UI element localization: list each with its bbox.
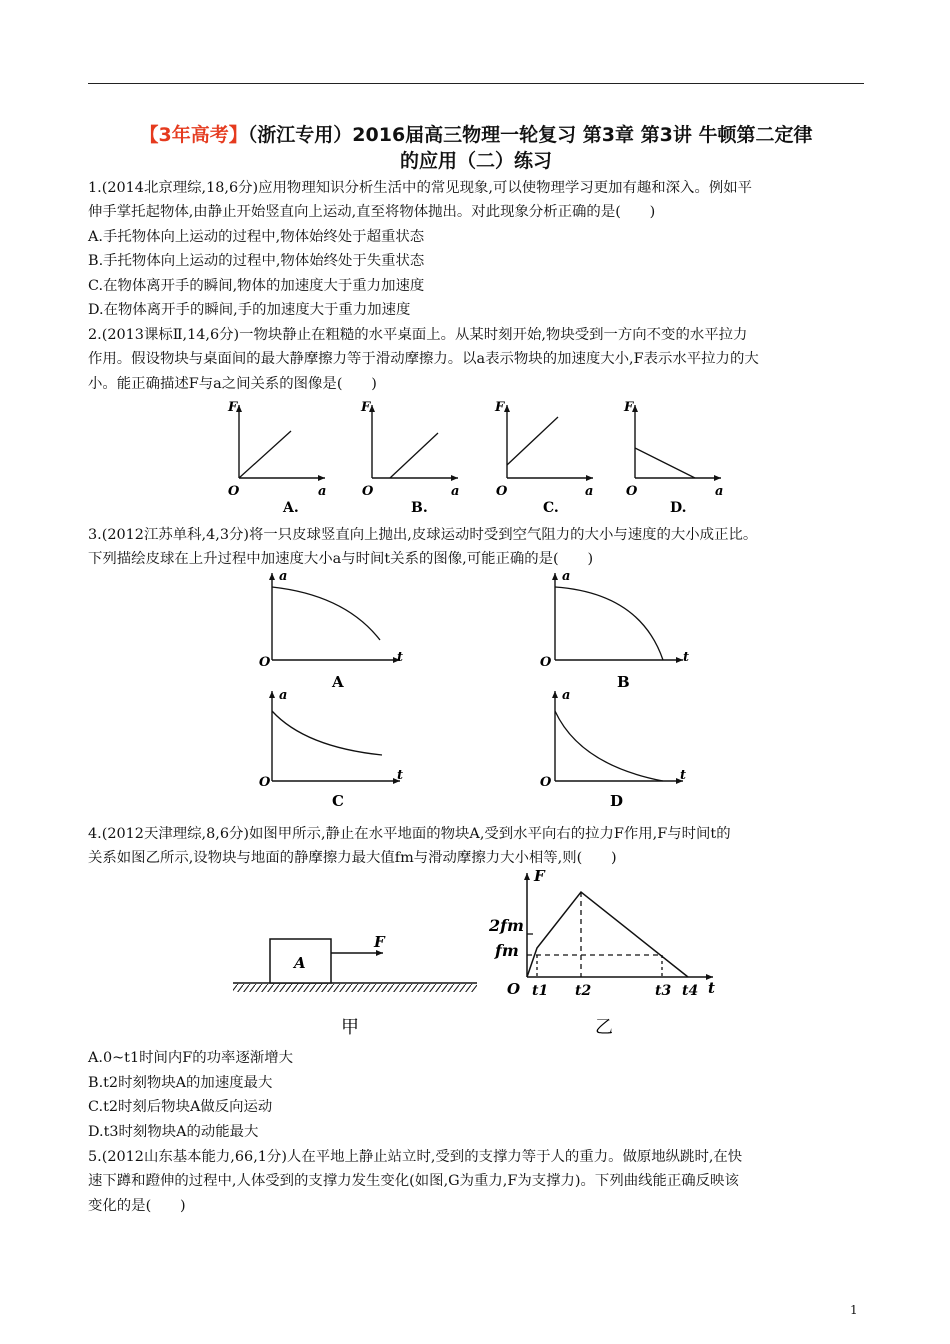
q2-graph-a — [227, 400, 326, 516]
q2-graph-b-line — [390, 433, 438, 478]
q1-option-d: D.在物体离开手的瞬间,手的加速度大于重力加速度 — [88, 302, 411, 318]
force-label: F — [374, 933, 385, 951]
q1-option-a: A.手托物体向上运动的过程中,物体始终处于超重状态 — [88, 229, 425, 245]
q2-stem-line1: 2.(2013课标Ⅱ,14,6分)一物块静止在粗糙的水平桌面上。从某时刻开始,物块受到一方向不变的水平拉力 — [88, 327, 748, 343]
fig-yi-y-label: F — [534, 867, 545, 885]
title-line2: 的应用（二）练习 — [399, 150, 552, 172]
q2-graph-b-y-label: F — [361, 400, 371, 415]
q2-graph-d — [623, 400, 723, 516]
q2-graph-b-x-label: a — [451, 484, 460, 499]
q2-graph-d-x-label: a — [715, 484, 724, 499]
q3-graph-b-origin: O — [540, 655, 552, 670]
q2-graph-c-y-label: F — [495, 400, 505, 415]
q3-graph-b-caption: B — [617, 673, 630, 691]
fig-yi-origin: O — [507, 980, 521, 998]
block-a-label: A — [294, 954, 306, 972]
q2-graph-a-y-label: F — [228, 400, 238, 415]
q3-graph-d — [540, 688, 686, 810]
ground-hatch — [233, 984, 477, 992]
q3-graph-a-caption: A — [332, 673, 344, 691]
q1-option-b: B.手托物体向上运动的过程中,物体始终处于失重状态 — [88, 253, 425, 269]
header-rule — [88, 83, 864, 84]
q3-graph-b-curve — [555, 587, 663, 660]
tick-t1: t1 — [532, 983, 549, 999]
force-time-line — [527, 892, 688, 977]
q3-graph-a-x-label: t — [397, 650, 404, 665]
q3-graph-a-origin: O — [259, 655, 271, 670]
title-prefix: 【3年高考】 — [139, 124, 248, 146]
page-number: 1 — [850, 1303, 858, 1317]
q3-graph-d-origin: O — [540, 775, 552, 790]
q2-graph-c-origin: O — [496, 484, 508, 499]
q1-stem-line1: 1.(2014北京理综,18,6分)应用物理知识分析生活中的常见现象,可以使物理学习更加有趣和深入。例如平 — [88, 180, 753, 196]
q2-graph-d-line — [635, 448, 695, 478]
tick-t3: t3 — [655, 983, 672, 999]
q3-stem-line1: 3.(2012江苏单科,4,3分)将一只皮球竖直向上抛出,皮球运动时受到空气阻力的大小与速度的大小成正比。 — [88, 527, 758, 543]
q3-graph-b — [540, 569, 689, 691]
q3-graph-c-caption: C — [332, 792, 344, 810]
tick-t4: t4 — [682, 983, 699, 999]
q4-fig-jia — [233, 933, 477, 1038]
q1-option-c: C.在物体离开手的瞬间,物体的加速度大于重力加速度 — [88, 278, 425, 294]
q2-graph-d-caption: D. — [670, 500, 687, 516]
q3-graph-a-y-label: a — [279, 569, 288, 584]
q2-stem-line3: 小。能正确描述F与a之间关系的图像是( ) — [88, 376, 377, 392]
q4-option-c: C.t2时刻后物块A做反向运动 — [88, 1099, 273, 1115]
q2-graph-c-line — [507, 417, 558, 465]
q5-stem-line1: 5.(2012山东基本能力,66,1分)人在平地上静止站立时,受到的支撑力等于人的重力。做原地纵跳时,在快 — [88, 1149, 743, 1165]
q3-graph-d-curve — [555, 711, 663, 781]
tick-t2: t2 — [575, 983, 592, 999]
q3-graph-c-origin: O — [259, 775, 271, 790]
q3-graphs — [250, 565, 730, 815]
q2-graph-a-caption: A. — [283, 500, 299, 516]
q1-stem-line2: 伸手掌托起物体,由静止开始竖直向上运动,直至将物体抛出。对此现象分析正确的是( ) — [88, 204, 656, 220]
tick-2fm: 2fm — [489, 916, 524, 935]
q2-stem-line2: 作用。假设物块与桌面间的最大静摩擦力等于滑动摩擦力。以a表示物块的加速度大小,F表示水平拉力的大 — [88, 351, 759, 367]
q2-graph-c-x-label: a — [585, 484, 594, 499]
q2-graph-a-line — [239, 431, 291, 478]
q3-graph-c-x-label: t — [397, 768, 404, 783]
q5-stem-line2: 速下蹲和蹬伸的过程中,人体受到的支撑力发生变化(如图,G为重力,F为支撑力)。下列曲线能正确反映该 — [88, 1173, 739, 1189]
q2-graph-b-caption: B. — [411, 500, 428, 516]
q2-graph-c-caption: C. — [543, 500, 559, 516]
q4-stem-line2: 关系如图乙所示,设物块与地面的静摩擦力最大值fm与滑动摩擦力大小相等,则( ) — [88, 850, 617, 866]
fig-jia-caption: 甲 — [341, 1017, 359, 1038]
q2-graph-d-y-label: F — [624, 400, 634, 415]
fig-yi-caption: 乙 — [595, 1017, 613, 1038]
q3-stem-line2: 下列描绘皮球在上升过程中加速度大小a与时间t关系的图像,可能正确的是( ) — [88, 551, 594, 567]
q3-graph-d-caption: D — [610, 792, 624, 810]
q4-option-b: B.t2时刻物块A的加速度最大 — [88, 1075, 273, 1091]
q4-option-a: A.0~t1时间内F的功率逐渐增大 — [88, 1050, 294, 1066]
page-title — [88, 122, 864, 174]
q4-fig-yi — [488, 867, 715, 1038]
q3-graph-d-x-label: t — [680, 768, 687, 783]
q4-figures — [225, 865, 735, 1045]
fig-yi-x-label: t — [708, 979, 715, 997]
q3-graph-a — [259, 569, 403, 691]
tick-fm: fm — [495, 941, 519, 960]
q4-option-d: D.t3时刻物块A的动能最大 — [88, 1124, 259, 1140]
q3-graph-a-curve — [272, 587, 380, 640]
q4-stem-line1: 4.(2012天津理综,8,6分)如图甲所示,静止在水平地面的物块A,受到水平向右的拉力F作用,F与时间t的 — [88, 826, 731, 842]
title-line1: （浙江专用）2016届高三物理一轮复习 第3章 第3讲 牛顿第二定律 — [247, 124, 813, 146]
q2-graph-a-origin: O — [228, 484, 240, 499]
q3-graph-b-y-label: a — [562, 569, 571, 584]
q3-graph-b-x-label: t — [683, 650, 690, 665]
q2-graph-b — [360, 400, 459, 516]
q5-stem-line3: 变化的是( ) — [88, 1198, 186, 1214]
q2-graph-b-origin: O — [362, 484, 374, 499]
q2-graphs — [225, 393, 735, 518]
q3-graph-c — [259, 688, 403, 810]
q2-graph-c — [494, 400, 593, 516]
q2-graph-a-x-label: a — [318, 484, 327, 499]
q2-graph-d-origin: O — [626, 484, 638, 499]
q3-graph-d-y-label: a — [562, 688, 571, 703]
q3-graph-c-curve — [272, 711, 382, 755]
q3-graph-c-y-label: a — [279, 688, 288, 703]
